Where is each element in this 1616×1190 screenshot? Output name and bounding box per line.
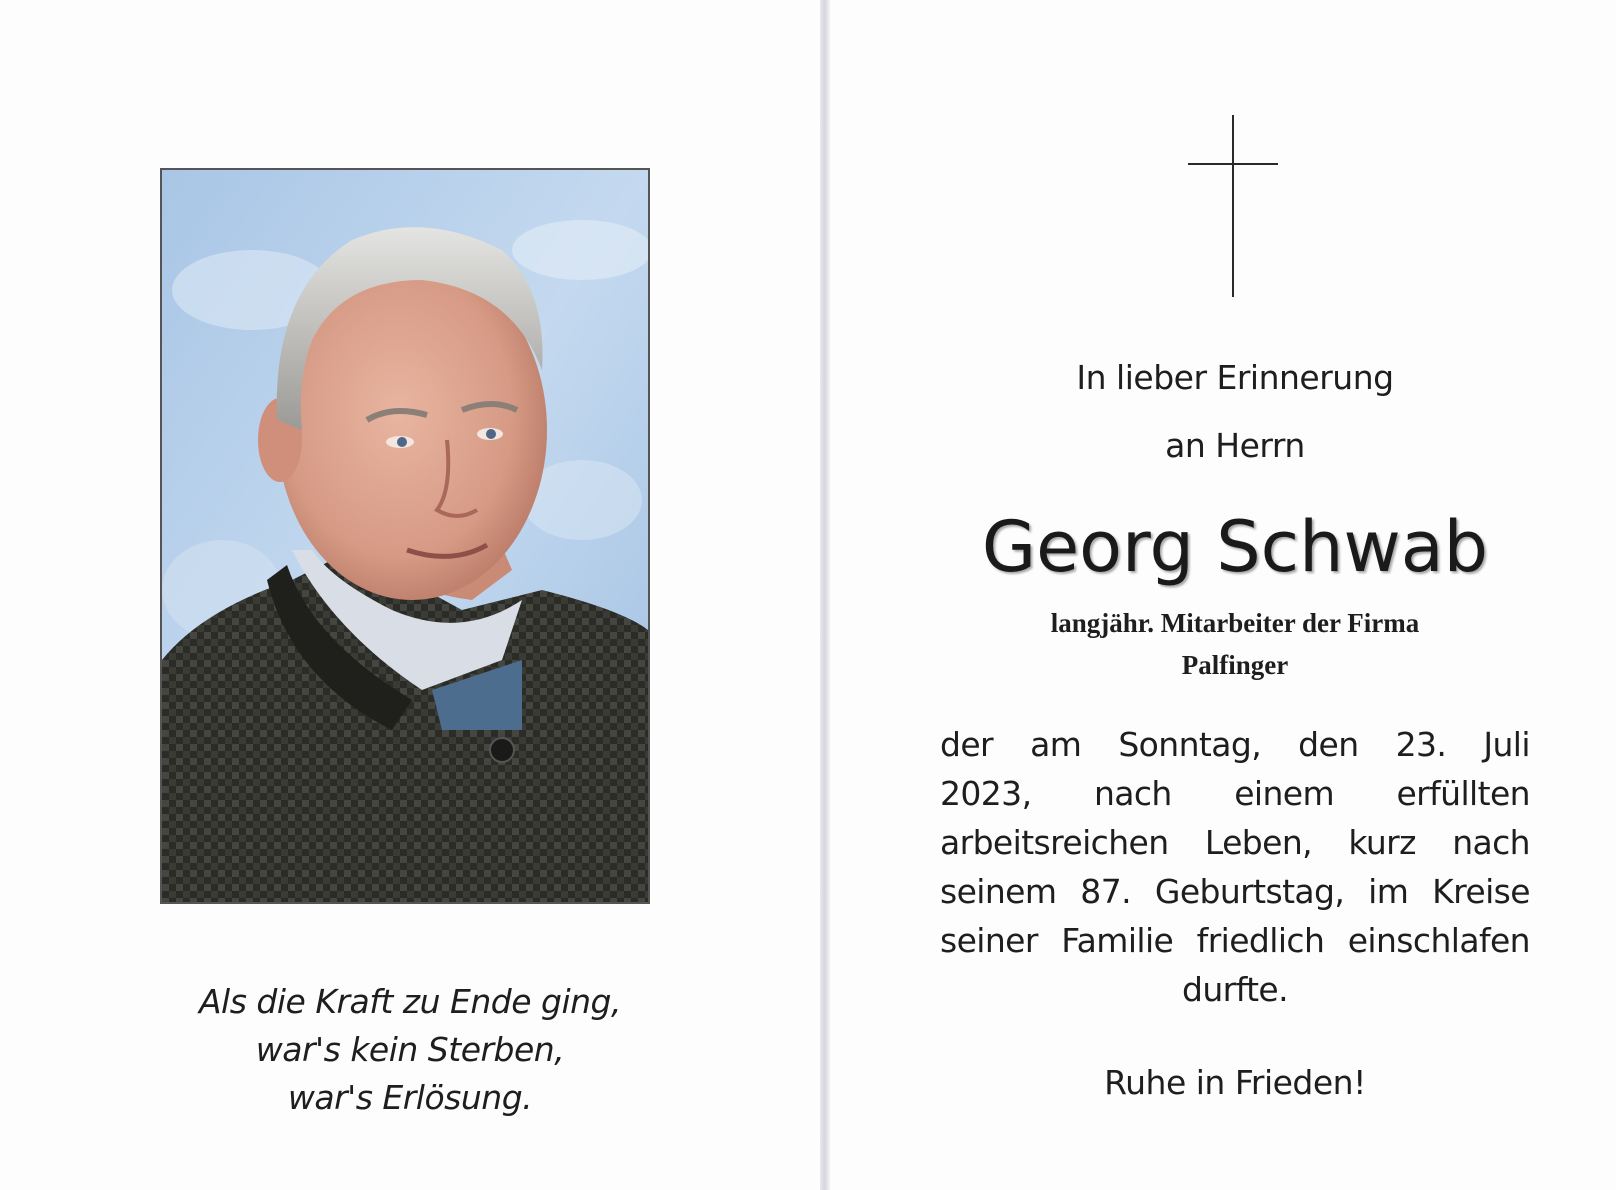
announcement-text	[940, 720, 1530, 1014]
poem-line: war's kein Sterben,	[255, 1030, 565, 1069]
word: Geburtstag,	[1154, 872, 1345, 911]
word: friedlich	[1196, 921, 1325, 960]
deceased-name: Georg Schwab	[981, 506, 1489, 588]
word: einem	[1234, 774, 1335, 813]
word: 87.	[1080, 872, 1131, 911]
word: erfüllten	[1396, 774, 1530, 813]
word: Familie	[1061, 921, 1174, 960]
word: den	[1298, 725, 1359, 764]
word: 2023,	[940, 774, 1032, 813]
word: arbeitsreichen	[940, 823, 1169, 862]
cross-icon	[1188, 115, 1278, 297]
occupation-company: Palfinger	[1181, 650, 1289, 680]
announcement-line	[940, 916, 1530, 965]
word: Juli	[1483, 725, 1530, 764]
poem-line: war's Erlösung.	[287, 1078, 533, 1117]
word: nach	[1452, 823, 1530, 862]
closing-text: Ruhe in Frieden!	[1104, 1063, 1366, 1102]
word: im	[1368, 872, 1409, 911]
announcement-line	[940, 818, 1530, 867]
announcement-line: durfte.	[1182, 970, 1288, 1009]
word: Sonntag,	[1118, 725, 1262, 764]
fold-line	[820, 0, 830, 1190]
memory-subheading: an Herrn	[1165, 426, 1305, 465]
announcement-line	[940, 720, 1530, 769]
announcement-line	[940, 769, 1530, 818]
word: seiner	[940, 921, 1038, 960]
announcement-line	[940, 867, 1530, 916]
word: am	[1030, 725, 1082, 764]
word: nach	[1093, 774, 1172, 813]
occupation-line: langjähr. Mitarbeiter der Firma	[1050, 608, 1420, 638]
memorial-poem	[150, 978, 670, 1122]
word: seinem	[940, 872, 1057, 911]
poem-line: Als die Kraft zu Ende ging,	[198, 982, 621, 1021]
memory-heading: In lieber Erinnerung	[1076, 358, 1394, 397]
word: 23.	[1395, 725, 1447, 764]
word: kurz	[1348, 823, 1416, 862]
portrait-photo	[160, 168, 650, 904]
word: der	[940, 725, 994, 764]
word: Leben,	[1204, 823, 1313, 862]
word: einschlafen	[1347, 921, 1530, 960]
word: Kreise	[1432, 872, 1530, 911]
